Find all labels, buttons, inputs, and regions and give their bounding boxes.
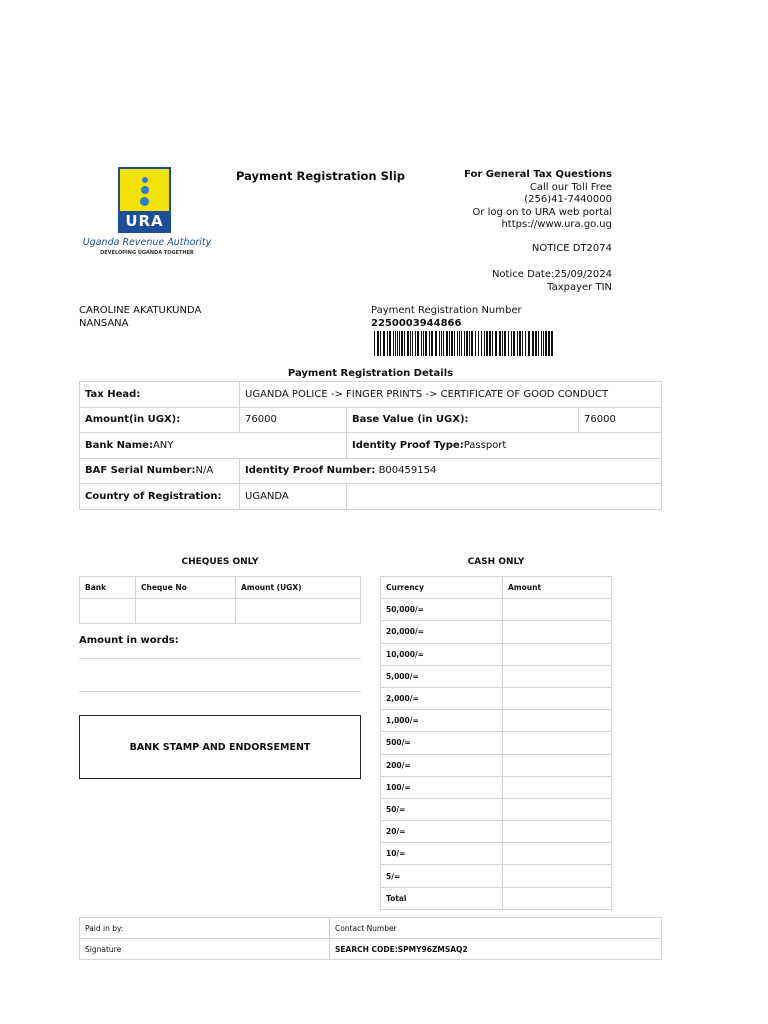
barcode-bar — [383, 331, 385, 356]
cheques-table — [79, 576, 361, 624]
cash-denomination: 20/= — [381, 821, 503, 843]
barcode-bar — [486, 331, 488, 356]
details-table — [79, 381, 662, 510]
barcode-bar — [423, 331, 424, 356]
id-proof-number-value: B00459154 — [375, 465, 437, 477]
cash-amount-cell[interactable] — [503, 865, 612, 887]
cheques-col-cheque-no: Cheque No — [136, 577, 236, 599]
barcode-bar — [525, 331, 526, 356]
footer-row-1 — [80, 918, 662, 939]
cash-amount-cell[interactable] — [503, 754, 612, 776]
bank-name-value: ANY — [152, 439, 174, 451]
contact-heading: For General Tax Questions — [464, 169, 612, 180]
barcode-bar — [475, 331, 476, 356]
amount-label: Amount(in UGX): — [80, 407, 240, 433]
barcode-bar — [412, 331, 413, 356]
barcode-bar — [377, 331, 379, 356]
barcode-bar — [535, 331, 537, 356]
page-title: Payment Registration Slip — [236, 169, 406, 183]
baf-value: N/A — [195, 465, 214, 477]
contact-number-cell[interactable]: Contact Number — [330, 918, 662, 939]
cheque-bank-cell[interactable] — [80, 599, 136, 624]
cash-col-currency: Currency — [381, 577, 503, 599]
taxpayer-tin: Taxpayer TIN — [547, 282, 612, 293]
cash-row — [381, 687, 612, 709]
contact-url: https://www.ura.go.ug — [501, 219, 612, 230]
barcode-bar — [504, 331, 506, 356]
cash-amount-cell[interactable] — [503, 887, 612, 909]
tax-head-value: UGANDA POLICE -> FINGER PRINTS -> CERTIFICATE OF GOOD CONDUCT — [240, 382, 662, 408]
barcode-bar — [449, 331, 450, 356]
barcode-bar — [517, 331, 518, 356]
barcode-bar — [519, 331, 521, 356]
barcode-bar — [528, 331, 530, 356]
barcode-bar — [484, 331, 485, 356]
cash-denomination: 5,000/= — [381, 665, 503, 687]
barcode-bar — [461, 331, 462, 356]
cash-denomination: 100/= — [381, 776, 503, 798]
cash-row — [381, 798, 612, 820]
cash-amount-cell[interactable] — [503, 643, 612, 665]
barcode-bar — [389, 331, 391, 356]
details-row-bank — [80, 433, 662, 459]
barcode-bar — [466, 331, 468, 356]
barcode-bar — [532, 331, 534, 356]
base-value-label: Base Value (in UGX): — [347, 407, 579, 433]
barcode-bar — [446, 331, 448, 356]
cash-row — [381, 599, 612, 621]
barcode-bar — [417, 331, 419, 356]
barcode-bar — [410, 331, 411, 356]
barcode-bar — [457, 331, 458, 356]
paid-in-by-cell[interactable]: Paid in by: — [80, 918, 330, 939]
id-proof-type-label: Identity Proof Type: — [352, 439, 464, 451]
cash-col-amount: Amount — [503, 577, 612, 599]
cash-denomination: 200/= — [381, 754, 503, 776]
contact-portal-line: Or log on to URA web portal — [472, 206, 612, 218]
cash-row — [381, 621, 612, 643]
cheques-col-amount: Amount (UGX) — [236, 577, 361, 599]
barcode-bar — [538, 331, 539, 356]
barcode-bar — [415, 331, 416, 356]
cash-amount-cell[interactable] — [503, 710, 612, 732]
amount-in-words-label: Amount in words: — [79, 635, 179, 646]
details-row-baf — [80, 458, 662, 484]
barcode-bar — [541, 331, 542, 356]
barcode-bar — [469, 331, 470, 356]
cash-amount-cell[interactable] — [503, 776, 612, 798]
cash-denomination: 10/= — [381, 843, 503, 865]
country-empty-cell — [347, 484, 662, 510]
cash-row — [381, 710, 612, 732]
bank-stamp-box: BANK STAMP AND ENDORSEMENT — [79, 715, 361, 779]
contact-toll-free: Call our Toll Free — [529, 181, 612, 193]
barcode-bar — [374, 331, 375, 356]
barcode-bar — [548, 331, 550, 356]
cash-denomination: 50/= — [381, 798, 503, 820]
barcode-bar — [471, 331, 473, 356]
barcode-bar — [395, 331, 396, 356]
id-proof-type-cell — [347, 433, 662, 459]
barcode-bar — [454, 331, 455, 356]
barcode-bar — [543, 331, 544, 356]
country-value: UGANDA — [240, 484, 347, 510]
cash-amount-cell[interactable] — [503, 821, 612, 843]
barcode-bar — [478, 331, 479, 356]
search-code: SEARCH CODE:SPMY96ZMSAQ2 — [330, 939, 662, 960]
payer-block — [79, 305, 201, 330]
barcode-bar — [407, 331, 409, 356]
details-heading: Payment Registration Details — [287, 368, 454, 379]
barcode-bar — [459, 331, 460, 356]
cash-row — [381, 843, 612, 865]
cheque-amount-cell[interactable] — [236, 599, 361, 624]
contact-phone: (256)41-7440000 — [524, 194, 612, 205]
cash-denomination: 2,000/= — [381, 687, 503, 709]
logo-mark-text: URA — [120, 211, 169, 231]
barcode-bar — [511, 331, 512, 356]
cash-row — [381, 643, 612, 665]
cash-row — [381, 821, 612, 843]
cash-row — [381, 665, 612, 687]
barcode-bar — [508, 331, 509, 356]
cash-amount-cell[interactable] — [503, 621, 612, 643]
id-proof-type-value: Passport — [463, 439, 507, 451]
cash-row — [381, 732, 612, 754]
barcode-bar — [545, 331, 547, 356]
barcode-bar — [495, 331, 497, 356]
barcode-bar — [439, 331, 440, 356]
bank-name-label: Bank Name: — [85, 439, 153, 451]
barcode-bar — [513, 331, 515, 356]
cash-denomination: 500/= — [381, 732, 503, 754]
cheques-header-row — [80, 577, 361, 599]
barcode-bar — [441, 331, 442, 356]
country-label: Country of Registration: — [80, 484, 240, 510]
registration-number: 2250003944866 — [371, 317, 462, 329]
cash-amount-cell[interactable] — [503, 599, 612, 621]
cheques-heading: CHEQUES ONLY — [181, 557, 259, 567]
barcode-bar — [431, 331, 433, 356]
details-row-amount — [80, 407, 662, 433]
barcode-bar — [451, 331, 453, 356]
barcode-bar — [499, 331, 501, 356]
cash-heading: CASH ONLY — [467, 557, 525, 567]
tax-head-label: Tax Head: — [80, 382, 240, 408]
payer-name: CAROLINE AKATUKUNDA — [79, 305, 202, 316]
barcode-bar — [425, 331, 427, 356]
cash-row — [381, 887, 612, 909]
bank-name-cell — [80, 433, 347, 459]
logo-mark — [118, 167, 171, 233]
details-row-country — [80, 484, 662, 510]
id-proof-number-cell — [240, 458, 662, 484]
cash-amount-cell[interactable] — [503, 798, 612, 820]
cash-amount-cell[interactable] — [503, 843, 612, 865]
barcode-bar — [435, 331, 437, 356]
footer-row-2 — [80, 939, 662, 960]
cash-row — [381, 754, 612, 776]
barcode-bar — [401, 331, 403, 356]
cash-denomination: 1,000/= — [381, 710, 503, 732]
cash-row — [381, 865, 612, 887]
amount-value: 76000 — [240, 407, 347, 433]
barcode-bar — [399, 331, 400, 356]
payer-location: NANSANA — [79, 317, 129, 329]
barcode-bar — [502, 331, 503, 356]
barcode-bar — [443, 331, 444, 356]
barcode-bar — [380, 331, 381, 356]
baf-cell — [80, 458, 240, 484]
id-proof-number-label: Identity Proof Number: — [245, 465, 376, 477]
cheques-entry-row — [80, 599, 361, 624]
notice-date: Notice Date:25/09/2024 — [491, 269, 612, 280]
registration-block — [371, 305, 522, 330]
base-value-value: 76000 — [579, 407, 662, 433]
barcode-bar — [551, 331, 553, 356]
cheque-number-cell[interactable] — [136, 599, 236, 624]
cash-denomination: 20,000/= — [381, 621, 503, 643]
barcode-bar — [522, 331, 523, 356]
barcode-bar — [421, 331, 422, 356]
cash-denomination: 10,000/= — [381, 643, 503, 665]
cash-denomination: 5/= — [381, 865, 503, 887]
cash-amount-cell[interactable] — [503, 732, 612, 754]
cash-amount-cell[interactable] — [503, 665, 612, 687]
notice-number: NOTICE DT2074 — [531, 243, 612, 254]
cash-header-row — [381, 577, 612, 599]
barcode-bar — [404, 331, 405, 356]
barcode-bar — [397, 331, 398, 356]
barcode-image — [372, 331, 556, 356]
authority-tagline: DEVELOPING UGANDA TOGETHER — [100, 250, 194, 256]
barcode-bar — [492, 331, 493, 356]
barcode-bar — [429, 331, 430, 356]
footer-table — [79, 917, 662, 960]
signature-cell[interactable]: Signature — [80, 939, 330, 960]
barcode-bar — [481, 331, 482, 356]
baf-label: BAF Serial Number: — [85, 465, 196, 477]
cash-denomination: Total — [381, 887, 503, 909]
cash-row — [381, 776, 612, 798]
authority-name: Uganda Revenue Authority — [82, 237, 212, 248]
cash-amount-cell[interactable] — [503, 687, 612, 709]
ura-logo — [78, 167, 216, 259]
barcode-bar — [393, 331, 394, 356]
cash-table — [380, 576, 612, 910]
details-row-tax-head — [80, 382, 662, 408]
barcode-bar — [387, 331, 388, 356]
registration-label: Payment Registration Number — [371, 305, 522, 316]
cheques-col-bank: Bank — [80, 577, 136, 599]
amount-in-words-line-2 — [79, 691, 361, 692]
contact-block — [372, 169, 612, 232]
cash-denomination: 50,000/= — [381, 599, 503, 621]
barcode-bar — [464, 331, 465, 356]
barcode-bar — [489, 331, 491, 356]
notice-date-block — [372, 268, 612, 294]
amount-in-words-line-1 — [79, 658, 361, 659]
